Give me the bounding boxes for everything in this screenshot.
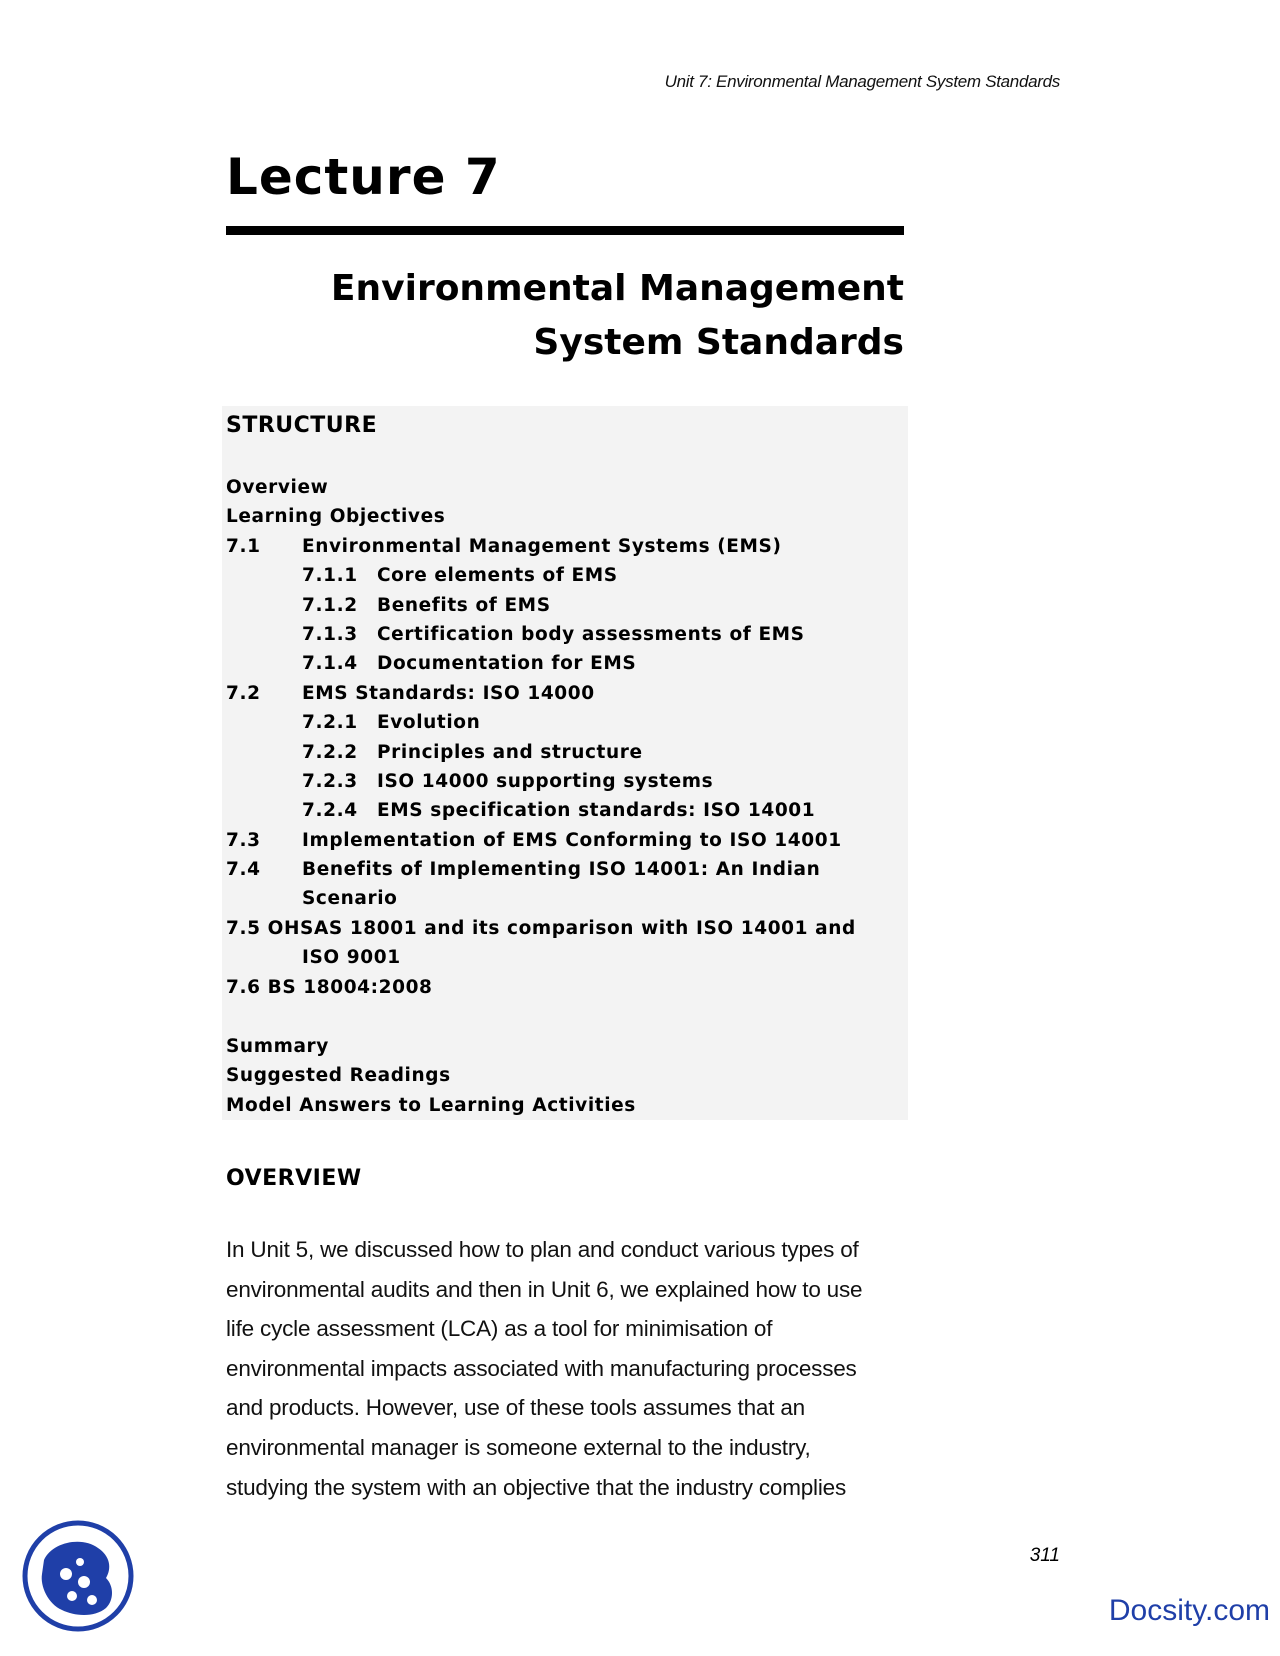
overview-line: environmental manager is someone external to the industry, bbox=[226, 1434, 811, 1460]
toc-item: 7.5 OHSAS 18001 and its comparison with ISO 14001 and bbox=[226, 917, 856, 939]
running-header: Unit 7: Environmental Management System Standards bbox=[664, 72, 1060, 91]
docsity-logo-icon[interactable] bbox=[22, 1520, 134, 1632]
overview-line: studying the system with an objective that the industry complies bbox=[226, 1474, 847, 1500]
toc-item: 7.2.3 ISO 14000 supporting systems bbox=[302, 770, 714, 792]
toc-item: 7.2 EMS Standards: ISO 14000 bbox=[226, 682, 595, 704]
toc-item: 7.1.3 Certification body assessments of EMS bbox=[302, 623, 805, 645]
lecture-title: Lecture 7 bbox=[226, 148, 501, 206]
table-of-contents bbox=[226, 473, 906, 1120]
brand-link[interactable]: Docsity.com bbox=[1108, 1594, 1270, 1627]
overview-line: environmental audits and then in Unit 6, we explained how to use bbox=[226, 1276, 863, 1302]
toc-suggested-readings: Suggested Readings bbox=[226, 1065, 451, 1087]
overview-paragraph bbox=[226, 1230, 926, 1507]
overview-heading: OVERVIEW bbox=[226, 1166, 362, 1191]
toc-item: 7.1.2 Benefits of EMS bbox=[302, 594, 551, 616]
toc-item: 7.1.4 Documentation for EMS bbox=[302, 653, 637, 675]
toc-gap bbox=[226, 1002, 906, 1032]
unit-title bbox=[226, 262, 904, 370]
toc-item: 7.2.1 Evolution bbox=[302, 712, 481, 734]
overview-line: In Unit 5, we discussed how to plan and conduct various types of bbox=[226, 1237, 859, 1262]
toc-item: 7.2.4 EMS specification standards: ISO 14001 bbox=[302, 800, 816, 822]
toc-item-continuation: ISO 9001 bbox=[302, 947, 401, 969]
overview-line: environmental impacts associated with manufacturing processes bbox=[226, 1355, 857, 1381]
overview-line: life cycle assessment (LCA) as a tool for minimisation of bbox=[226, 1316, 773, 1342]
page-number: 311 bbox=[1029, 1545, 1060, 1566]
toc-item: 7.6 BS 18004:2008 bbox=[226, 976, 433, 998]
structure-heading: STRUCTURE bbox=[226, 413, 378, 438]
toc-item: 7.3 Implementation of EMS Conforming to ISO 14001 bbox=[226, 829, 842, 851]
unit-title-line-2: System Standards bbox=[533, 322, 904, 363]
toc-item: 7.1 Environmental Management Systems (EMS) bbox=[226, 535, 782, 557]
toc-model-answers: Model Answers to Learning Activities bbox=[226, 1094, 636, 1116]
toc-overview: Overview bbox=[226, 477, 329, 498]
overview-line: and products. However, use of these tools assumes that an bbox=[226, 1395, 805, 1421]
unit-title-line-1: Environmental Management bbox=[330, 268, 904, 309]
toc-item: 7.1.1 Core elements of EMS bbox=[302, 565, 618, 587]
toc-learning-objectives: Learning Objectives bbox=[226, 506, 446, 528]
toc-item: 7.2.2 Principles and structure bbox=[302, 741, 643, 763]
toc-item-continuation: Scenario bbox=[302, 888, 398, 910]
toc-item: 7.4 Benefits of Implementing ISO 14001: An Indian bbox=[226, 859, 821, 881]
toc-summary: Summary bbox=[226, 1036, 329, 1058]
title-rule bbox=[226, 226, 904, 235]
